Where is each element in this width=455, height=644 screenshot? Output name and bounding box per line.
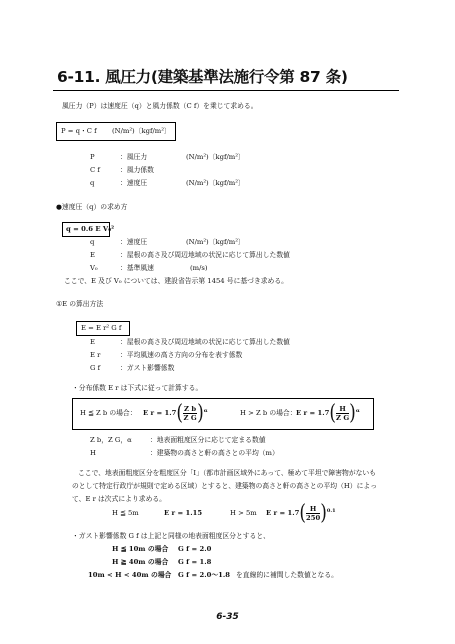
er-right-exp: α	[355, 408, 360, 414]
p-def-desc: ：速度圧	[120, 179, 148, 187]
er-right-den: Z G	[336, 413, 350, 422]
er-left-den: Z G	[183, 413, 197, 422]
er-right-fraction	[336, 405, 349, 422]
e-def-sym: G f	[90, 364, 101, 372]
er-rough-left-expr: E r = 1.15	[164, 509, 203, 517]
q-heading: ●速度圧（q）の求め方	[56, 203, 128, 211]
gf-row-value: G f = 1.8	[178, 558, 212, 566]
q-def-unit: (m/s)	[190, 264, 208, 272]
gf-row-note: を直線的に補間した数値となる。	[236, 571, 338, 579]
section-title: 6-11. 風圧力(建築基準法施行令第 87 条)	[57, 68, 348, 86]
er-right-num: H	[336, 405, 349, 414]
q-def-desc: ：速度圧	[120, 238, 148, 246]
er-left-cond: H ≦ Z b の場合：	[80, 409, 137, 417]
p-def-sym: P	[90, 153, 95, 161]
q-def-sym: V₀	[90, 264, 98, 272]
page-number: 6-35	[216, 612, 239, 622]
zb-def-sym: Z b，Z G，α	[90, 436, 132, 444]
er-rough-left-cond: H ≦ 5m	[112, 509, 139, 517]
zb-def-sym: H	[90, 449, 96, 457]
gf-row-cond: 10m < H < 40m の場合	[88, 571, 172, 579]
er-rough-num: H	[306, 505, 320, 514]
e-def-sym: E	[90, 338, 95, 346]
p-def-desc: ：風力係数	[120, 166, 154, 174]
er-right-cond: H > Z b の場合：	[240, 409, 297, 417]
section-header	[53, 63, 399, 91]
p-def-sym: q	[90, 179, 95, 187]
er-left-expr: E r = 1.7	[143, 409, 177, 417]
q-def-desc: ：屋根の高さ及び周辺地域の状況に応じて算出した数値	[120, 251, 290, 259]
er-left-exp: α	[203, 408, 208, 414]
formula-p-units: (N/m²)〔kgf/m²〕	[112, 127, 171, 135]
zb-def-desc: ：建築物の高さと軒の高さとの平均（m）	[150, 449, 279, 457]
er-rough-right-cond: H > 5m	[230, 509, 257, 517]
gf-intro: ・ガスト影響係数 G f は上記と同様の地表面粗度区分とすると、	[72, 532, 270, 540]
gf-row-value: G f = 2.0	[178, 545, 212, 553]
er-left-formula: E r = 1.7 ( $\frac{\text{Z b}}{\text{Z G}}$ ) α	[143, 400, 208, 426]
er-intro: ・分布係数 E r は下式に従って計算する。	[72, 384, 203, 392]
p-def-unit: (N/m²)〔kgf/m²〕	[186, 153, 245, 161]
zb-def-desc: ：地表面粗度区分に応じて定まる数値	[150, 436, 266, 444]
er-left-fraction	[183, 405, 197, 422]
p-def-sym: C f	[90, 166, 100, 174]
p-def-desc: ：風圧力	[120, 153, 148, 161]
q-note: ここで、E 及び V₀ については、建設省告示第 1454 号に基づき求める。	[64, 277, 288, 285]
er-rough-den: 250	[306, 513, 321, 522]
q-def-sym: E	[90, 251, 95, 259]
para-line: て、E r は次式により求める。	[72, 495, 166, 503]
gf-row-value: G f = 2.0～1.8	[178, 571, 230, 579]
gf-row-cond: H ≧ 40m の場合	[112, 558, 169, 566]
gf-row-cond: H ≦ 10m の場合	[112, 545, 169, 553]
formula-e: E = E r² G f	[81, 324, 122, 332]
q-def-desc: ：基準風速	[120, 264, 154, 272]
para-line: ここで、地表面粗度区分を粗度区分「Ⅰ」（都市計画区域外にあって、極めて平坦で障害物がないも	[78, 469, 377, 477]
intro-text: 風圧力（P）は速度圧（q）と風力係数（C f）を乗じて求める。	[62, 102, 258, 110]
er-rough-right-expr: E r = 1.7	[266, 509, 300, 517]
p-def-unit: (N/m²)〔kgf/m²〕	[186, 179, 245, 187]
formula-p: P = q・C f	[61, 127, 97, 135]
er-left-num: Z b	[184, 404, 197, 413]
er-rough-fraction	[306, 505, 320, 522]
e-heading: ①E の算出方法	[56, 300, 104, 308]
para-line: のとして特定行政庁が規則で定める区域）とすると、建築物の高さと軒の高さとの平均（H）によっ	[72, 482, 377, 490]
er-rough-exp: 0.1	[326, 508, 336, 514]
formula-q: q = 0.6 E V₀²	[66, 225, 115, 233]
e-def-sym: E r	[90, 351, 101, 359]
er-rough-right-formula: E r = 1.7 ( $\frac{H}{250}$ ) 0.1	[266, 500, 336, 526]
e-def-desc: ：ガスト影響係数	[120, 364, 175, 372]
e-def-desc: ：平均風速の高さ方向の分布を表す係数	[120, 351, 243, 359]
q-def-sym: q	[90, 238, 95, 246]
q-def-unit: (N/m²)〔kgf/m²〕	[186, 238, 245, 246]
er-right-formula: E r = 1.7 ( $\frac{H}{\text{Z G}}$ ) α	[296, 400, 360, 426]
e-def-desc: ：屋根の高さ及び周辺地域の状況に応じて算出した数値	[120, 338, 290, 346]
er-right-expr: E r = 1.7	[296, 409, 330, 417]
